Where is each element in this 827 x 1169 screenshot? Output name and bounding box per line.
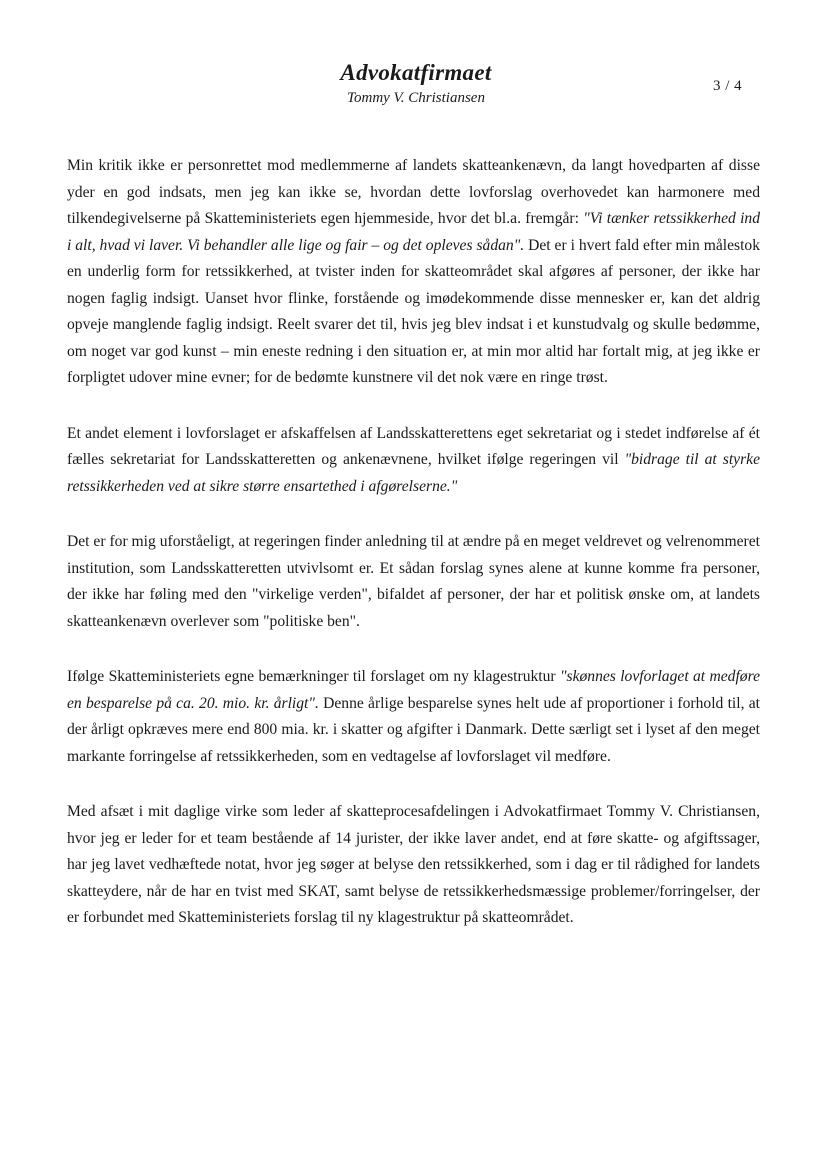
paragraph-text: Det er for mig uforståeligt, at regeringen finder anledning til at ændre på en meget veldrevet og velrenommeret institution, som Landsskatteretten utvivlsomt er. Et sådan forslag synes alene at kunne komme fra personer, der ikke har føling med den "virkelige verden", bifaldet af personer, der har et politisk ønske om, at landets skatteankenævn overlever som "politiske ben". bbox=[67, 533, 760, 630]
page-number: 3 / 4 bbox=[713, 78, 743, 94]
letterhead bbox=[0, 58, 827, 108]
savings-quote: "skønnes lovforlaget at medføre en besparelse på ca. 20. mio. kr. årligt". bbox=[67, 668, 760, 712]
paragraph-2 bbox=[67, 421, 760, 501]
paragraph-text: Det er i hvert fald efter min målestok en underlig form for retssikkerhed, at tvister inden for skatteområdet skal afgøres af personer, der ikke har nogen faglig indsigt. Uanset hvor flinke, forstående og imødekommende disse mennesker er, kan det aldrig opveje manglende faglig indsigt. Reelt svarer det til, hvis jeg blev indsat i et kunstudvalg og skulle bedømme, om noget var god kunst – min eneste redning i den situation er, at min mor altid har fortalt mig, at jeg ikke er forpligtet udover mine evner; for de bedømte kunstnere vil det nok være en ringe trøst. bbox=[67, 236, 760, 386]
paragraph-4 bbox=[67, 664, 760, 770]
paragraph-text: Ifølge Skatteministeriets egne bemærkninger til forslaget om ny klagestruktur bbox=[67, 668, 560, 685]
government-quote: "bidrage til at styrke retssikkerheden ved at sikre større ensartethed i afgørelserne." bbox=[67, 451, 760, 495]
ministry-quote: "Vi tænker retssikkerhed ind i alt, hvad vi laver. Vi behandler alle lige og fair – og det opleves sådan". bbox=[67, 210, 760, 254]
letter-body bbox=[67, 153, 760, 961]
paragraph-5 bbox=[67, 799, 760, 932]
firm-name: Advokatfirmaet bbox=[340, 60, 492, 85]
paragraph-3 bbox=[67, 529, 760, 635]
firm-owner: Tommy V. Christiansen bbox=[347, 90, 485, 106]
paragraph-text: Min kritik ikke er personrettet mod medlemmerne af landets skatteankenævn, da langt hovedparten af disse yder en god indsats, men jeg kan ikke se, hvordan dette lovforslag overhovedet kan harmonere med tilkendegivelserne på Skatteministeriets egen hjemmeside, hvor det bl.a. fremgår: bbox=[67, 157, 760, 227]
paragraph-1 bbox=[67, 153, 760, 392]
paragraph-text: Denne årlige besparelse synes helt ude af proportioner i forhold til, at der årligt opkræves mere end 800 mia. kr. i skatter og afgifter i Danmark. Dette særligt set i lyset af den meget markante forringelse af retssikkerheden, som en vedtagelse af lovforslaget vil medføre. bbox=[67, 694, 760, 765]
paragraph-text: Med afsæt i mit daglige virke som leder af skatteprocesafdelingen i Advokatfirmaet Tommy V. Christiansen, hvor jeg er leder for et team bestående af 14 jurister, der ikke laver andet, end at føre skatte- og afgiftssager, har jeg lavet vedhæftede notat, hvor jeg søger at belyse den retssikkerhed, som i dag er til rådighed for landets skatteydere, når de har en tvist med SKAT, samt belyse de retssikkerhedsmæssige problemer/forringelser, der er forbundet med Skatteministeriets forslag til ny klagestruktur på skatteområdet. bbox=[67, 803, 760, 926]
paragraph-text: Et andet element i lovforslaget er afskaffelsen af Landsskatterettens eget sekretariat og i stedet indførelse af ét fælles sekretariat for Landsskatteretten og ankenævnene, hvilket ifølge regeringen vil bbox=[67, 424, 760, 468]
